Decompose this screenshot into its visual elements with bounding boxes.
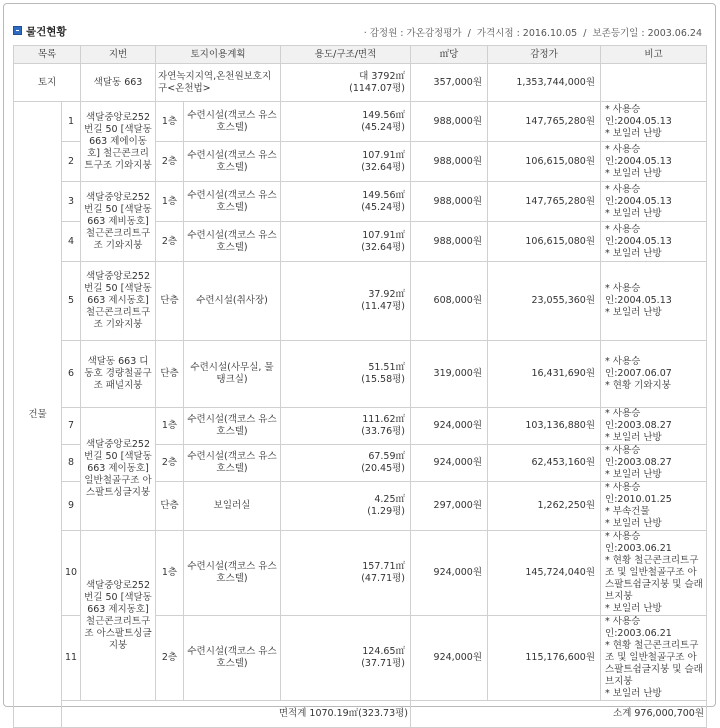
item-no: 3 [62, 182, 81, 222]
area: 67.59㎡ [368, 451, 406, 462]
area-cell [281, 341, 411, 408]
area: 124.65㎡ [362, 646, 406, 657]
building-row [14, 262, 707, 341]
use: 보일러실 [184, 482, 281, 531]
area: 4.25㎡ [374, 494, 406, 505]
area: 51.51㎡ [368, 362, 406, 373]
remark: * 사용승인:2003.06.21 * 현황 철근콘크리트구조 및 일반철골구조 아스팔트쉼글지붕 및 슬래브지붕 * 보일러 난방 [601, 531, 707, 616]
area: 107.91㎡ [362, 149, 406, 161]
area-total: 면적계 1070.19㎡(323.73평) [62, 701, 411, 728]
item-no: 2 [62, 142, 81, 182]
use: 수련시설(객코스 유스호스텔) [184, 616, 281, 701]
item-no: 8 [62, 445, 81, 482]
pyeong: (47.71평) [361, 573, 406, 584]
item-no: 10 [62, 531, 81, 616]
remark: * 사용승인:2004.05.13 * 보일러 난방 [601, 262, 707, 341]
unit-price: 924,000원 [411, 616, 488, 701]
use: 수련시설(객코스 유스호스텔) [184, 408, 281, 445]
area-cell [281, 102, 411, 142]
remark: * 사용승인:2007.06.07 * 현황 기와지붕 [601, 341, 707, 408]
col-header: 토지이용계획 [156, 46, 281, 64]
remark: * 사용승인:2003.08.27 * 보일러 난방 [601, 445, 707, 482]
item-no: 11 [62, 616, 81, 701]
pyeong: (45.24평) [361, 121, 406, 133]
area-cell [281, 616, 411, 701]
col-header: ㎡당 [411, 46, 488, 64]
item-no: 4 [62, 222, 81, 262]
floor: 1층 [156, 102, 184, 142]
land-row [14, 64, 707, 102]
unit-price: 988,000원 [411, 222, 488, 262]
use: 수련시설(객코스 유스호스텔) [184, 182, 281, 222]
floor: 2층 [156, 445, 184, 482]
unit-price: 924,000원 [411, 531, 488, 616]
appraisal-price: 1,262,250원 [488, 482, 601, 531]
unit-price: 924,000원 [411, 408, 488, 445]
pyeong: (45.24평) [361, 201, 406, 213]
col-header: 감정가 [488, 46, 601, 64]
building-jibun: 색달중앙로252번길 50 [색달동 663 제에이동호] 철근콘크리트구조 기와지붕 [81, 102, 156, 182]
unit-price: 988,000원 [411, 182, 488, 222]
floor: 1층 [156, 531, 184, 616]
area: 107.91㎡ [362, 229, 406, 241]
building-jibun: 색달중앙로252번길 50 [색달동 663 제이동호] 일반철골구조 아스팔트싱글지붕 [81, 408, 156, 531]
price-subtotal: 소계 976,000,700원 [411, 701, 707, 728]
building-row [14, 408, 707, 445]
item-no: 1 [62, 102, 81, 142]
floor: 1층 [156, 408, 184, 445]
area-cell [281, 445, 411, 482]
section-bullet-icon [13, 26, 22, 35]
area: 149.56㎡ [362, 109, 406, 121]
floor: 1층 [156, 182, 184, 222]
area: 37.92㎡ [368, 289, 406, 300]
appraisal-price: 103,136,880원 [488, 408, 601, 445]
area-cell [281, 482, 411, 531]
land-jibun: 색달동 663 [81, 64, 156, 102]
table-header-row [14, 46, 707, 64]
land-pyeong: (1147.07평) [349, 82, 406, 94]
appraisal-price: 16,431,690원 [488, 341, 601, 408]
unit-price: 319,000원 [411, 341, 488, 408]
section-header [13, 24, 706, 40]
floor: 2층 [156, 222, 184, 262]
unit-price: 297,000원 [411, 482, 488, 531]
appraisal-price: 145,724,040원 [488, 531, 601, 616]
property-table [13, 45, 707, 728]
building-row [14, 102, 707, 142]
area-cell [281, 262, 411, 341]
unit-price: 988,000원 [411, 142, 488, 182]
building-label: 건물 [14, 102, 62, 728]
appraisal-price: 147,765,280원 [488, 102, 601, 142]
col-header: 지번 [81, 46, 156, 64]
item-no: 7 [62, 408, 81, 445]
use: 수련시설(취사장) [184, 262, 281, 341]
floor: 2층 [156, 616, 184, 701]
land-appraisal: 1,353,744,000원 [488, 64, 601, 102]
building-row [14, 531, 707, 616]
remark: * 사용승인:2004.05.13 * 보일러 난방 [601, 142, 707, 182]
floor: 단층 [156, 482, 184, 531]
building-jibun: 색달동 663 디동호 경량철골구조 패널지붕 [81, 341, 156, 408]
area: 157.71㎡ [362, 561, 406, 572]
area-cell [281, 408, 411, 445]
unit-price: 988,000원 [411, 102, 488, 142]
remark: * 사용승인:2010.01.25 * 부속건물 * 보일러 난방 [601, 482, 707, 531]
appraisal-price: 115,176,600원 [488, 616, 601, 701]
land-note [601, 64, 707, 102]
item-no: 9 [62, 482, 81, 531]
remark: * 사용승인:2004.05.13 * 보일러 난방 [601, 102, 707, 142]
pyeong: (20.45평) [361, 463, 406, 474]
area-cell [281, 142, 411, 182]
use: 수련시설(객코스 유스호스텔) [184, 222, 281, 262]
item-no: 5 [62, 262, 81, 341]
land-area-cell [281, 64, 411, 102]
col-header: 비고 [601, 46, 707, 64]
use: 수련시설(객코스 유스호스텔) [184, 531, 281, 616]
land-area: 대 3792㎡ [359, 70, 406, 82]
item-no: 6 [62, 341, 81, 408]
appraisal-price: 106,615,080원 [488, 222, 601, 262]
section-title: 물건현황 [26, 26, 67, 38]
remark: * 사용승인:2004.05.13 * 보일러 난방 [601, 182, 707, 222]
col-header: 목록 [14, 46, 81, 64]
unit-price: 608,000원 [411, 262, 488, 341]
pyeong: (37.71평) [361, 658, 406, 669]
area: 149.56㎡ [362, 189, 406, 201]
area-cell [281, 182, 411, 222]
pyeong: (1.29평) [367, 506, 406, 517]
use: 수련시설(객코스 유스호스텔) [184, 445, 281, 482]
appraisal-price: 147,765,280원 [488, 182, 601, 222]
land-unit-price: 357,000원 [411, 64, 488, 102]
building-jibun: 색달중앙로252번길 50 [색달동 663 제시동호] 철근콘크리트구조 기와지붕 [81, 262, 156, 341]
pyeong: (32.64평) [361, 161, 406, 173]
appraisal-meta: · 감정원 : 가온감정평가 / 가격시점 : 2016.10.05 / 보존등기일 : 2003.06.24 [363, 28, 702, 39]
use: 수련시설(객코스 유스호스텔) [184, 142, 281, 182]
totals-row [14, 701, 707, 728]
unit-price: 924,000원 [411, 445, 488, 482]
appraisal-price: 23,055,360원 [488, 262, 601, 341]
building-row [14, 182, 707, 222]
use: 수련시설(사무실, 물탱크실) [184, 341, 281, 408]
appraisal-price: 62,453,160원 [488, 445, 601, 482]
area: 111.62㎡ [362, 414, 406, 425]
floor: 단층 [156, 341, 184, 408]
remark: * 사용승인:2004.05.13 * 보일러 난방 [601, 222, 707, 262]
pyeong: (11.47평) [361, 301, 406, 312]
remark: * 사용승인:2003.06.21 * 현황 철근콘크리트구조 및 일반철골구조 아스팔트쉼글지붕 및 슬래브지붕 * 보일러 난방 [601, 616, 707, 701]
land-plan: 자연녹지지역,온천원보호지구<온천법> [156, 64, 281, 102]
land-label: 토지 [14, 64, 81, 102]
pyeong: (32.64평) [361, 241, 406, 253]
area-cell [281, 531, 411, 616]
building-jibun: 색달중앙로252번길 50 [색달동 663 제지동호] 철근콘크리트구조 아스팔트싱글지붕 [81, 531, 156, 701]
pyeong: (33.76평) [361, 426, 406, 437]
use: 수련시설(객코스 유스호스텔) [184, 102, 281, 142]
area-cell [281, 222, 411, 262]
floor: 단층 [156, 262, 184, 341]
appraisal-price: 106,615,080원 [488, 142, 601, 182]
building-jibun: 색달중앙로252번길 50 [색달동 663 제비동호] 철근콘크리트구조 기와지붕 [81, 182, 156, 262]
pyeong: (15.58평) [361, 374, 406, 385]
remark: * 사용승인:2003.08.27 * 보일러 난방 [601, 408, 707, 445]
floor: 2층 [156, 142, 184, 182]
building-row [14, 341, 707, 408]
col-header: 용도/구조/면적 [281, 46, 411, 64]
